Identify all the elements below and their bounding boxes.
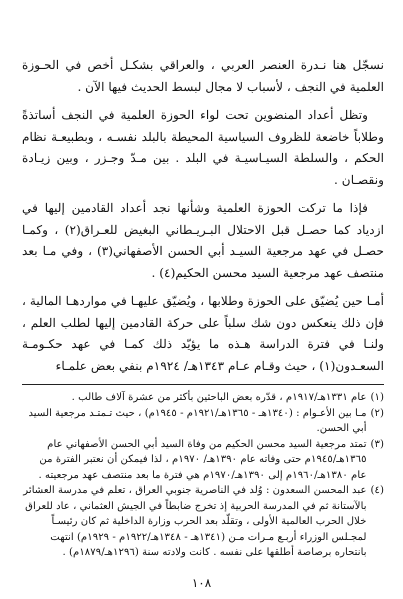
footnote-text: عام ١٣٣١هـ/١٩١٧م ، قدّره بعض الباحثين بأكثر من عشرة آلاف طالب .: [71, 392, 367, 403]
footnote-text: مـا بين الأعـوام : (١٣٤٠هـ - ١٣٦٥هـ/١٩٢١م - ١٩٤٥م) ، حيث تـمتـد مرجعية السيد أبي الحسن.: [28, 407, 367, 434]
footnotes: [22, 390, 384, 561]
footnote-number: (٤): [370, 485, 384, 496]
body-paragraph-2: وتظل أعداد المنضوين تحت لواء الحوزة العلمية في النجف أساتذةً وطلاباً خاضعة للظروف السياسية المحيطة بالبلد نفسـه ، وبطبيعـة نظام الحكم ، والسلطة السيـاسيـة في البلد . بين مـدّ وجـزر ، وبين زيـادة ونقصـان .: [22, 108, 384, 187]
footnote-number: (٣): [370, 438, 384, 450]
footnote-text: عبد المحسن السعدون : وُلد في الناصرية جنوبي العراق ، تعلم في مدرسة العشائر بالآستانة ثم في المدرسة الحربية إذ تخرج ضابطاً في الجيش العثماني ، عاد للعراق خلال الحرب العالمية الأولى ، وتقلّد بعد الحرب وزارة الداخلية ثم كان رئيسـاً لمجـلس الوزراء أربـع مـرات مـن (١٣٤١هـ - ١٣٤٨هـ/١٩٢٢م - ١٩٢٩م) انتهت بانتحاره برصاصة أطلقها على نفسه . كانت ولادته سنة (١٢٩٦هـ/١٨٧٩م) .: [23, 485, 367, 558]
footnote-3: [22, 437, 384, 484]
body-paragraph-4: أمـا حين يُضيّق على الحوزة وطلابها ، ويُضيّق عليهـا في مواردهـا المالية ، فإن ذلك ينعكس دون شك سلباً على حركة القادمين إليها لطلب العلم ، ولنـا في فترة الدراسة هـذه ما يؤيّد ذلك كمـا في عهد حكـومـة السعـدون(١) ، حيث وقـام عـام ١٣٤٣هـ/ ١٩٢٤م بنفي بعض علمـاء: [22, 294, 384, 373]
footnote-1: [22, 390, 384, 406]
body-paragraph-3: فإذا ما تركت الحوزة العلمية وشأنها نجد أعداد القادمين إليها في ازدياد كما حصـل قبل الاحتلال البـريـطاني البغيض للعـراق(٢) ، وكمـا حصـل في عهد مرجعية السيـد أبي الحسن الأصفهاني(٣) ، وفي مـا بعد منتصف عهد مرجعية السيد محسن الحكيم(٤) .: [22, 201, 384, 280]
page-body: [22, 55, 384, 562]
footnote-number: (١): [370, 392, 384, 403]
footnote-4: [22, 483, 384, 561]
footnote-divider: [22, 384, 384, 385]
page-number: ١٠٨: [191, 576, 212, 590]
body-paragraph-1: نسجّل هنا نـدرة العنصر العربي ، والعراقي بشكـل أخص في الحـوزة العلمية في النجف ، لأسباب لا مجال لبسط الحديث فيها الآن .: [22, 58, 384, 94]
footnote-text: تمتد مرجعية السيد محسن الحكيم من وفاة السيد أبي الحسن الأصفهاني عام ١٣٦٥هـ/١٩٤٥م حتى وفاته عام ١٣٩٠هـ/ ١٩٧٠م ، لذا فيمكن أن نعتبر الفترة من عام ١٣٨٠هـ/١٩٦٠م إلى ١٣٩٠هـ/١٩٧٠م هي فترة ما بعد منتصف عهد مرجعيته .: [38, 438, 367, 481]
footnote-2: [22, 406, 384, 437]
footnote-number: (٢): [370, 407, 384, 419]
